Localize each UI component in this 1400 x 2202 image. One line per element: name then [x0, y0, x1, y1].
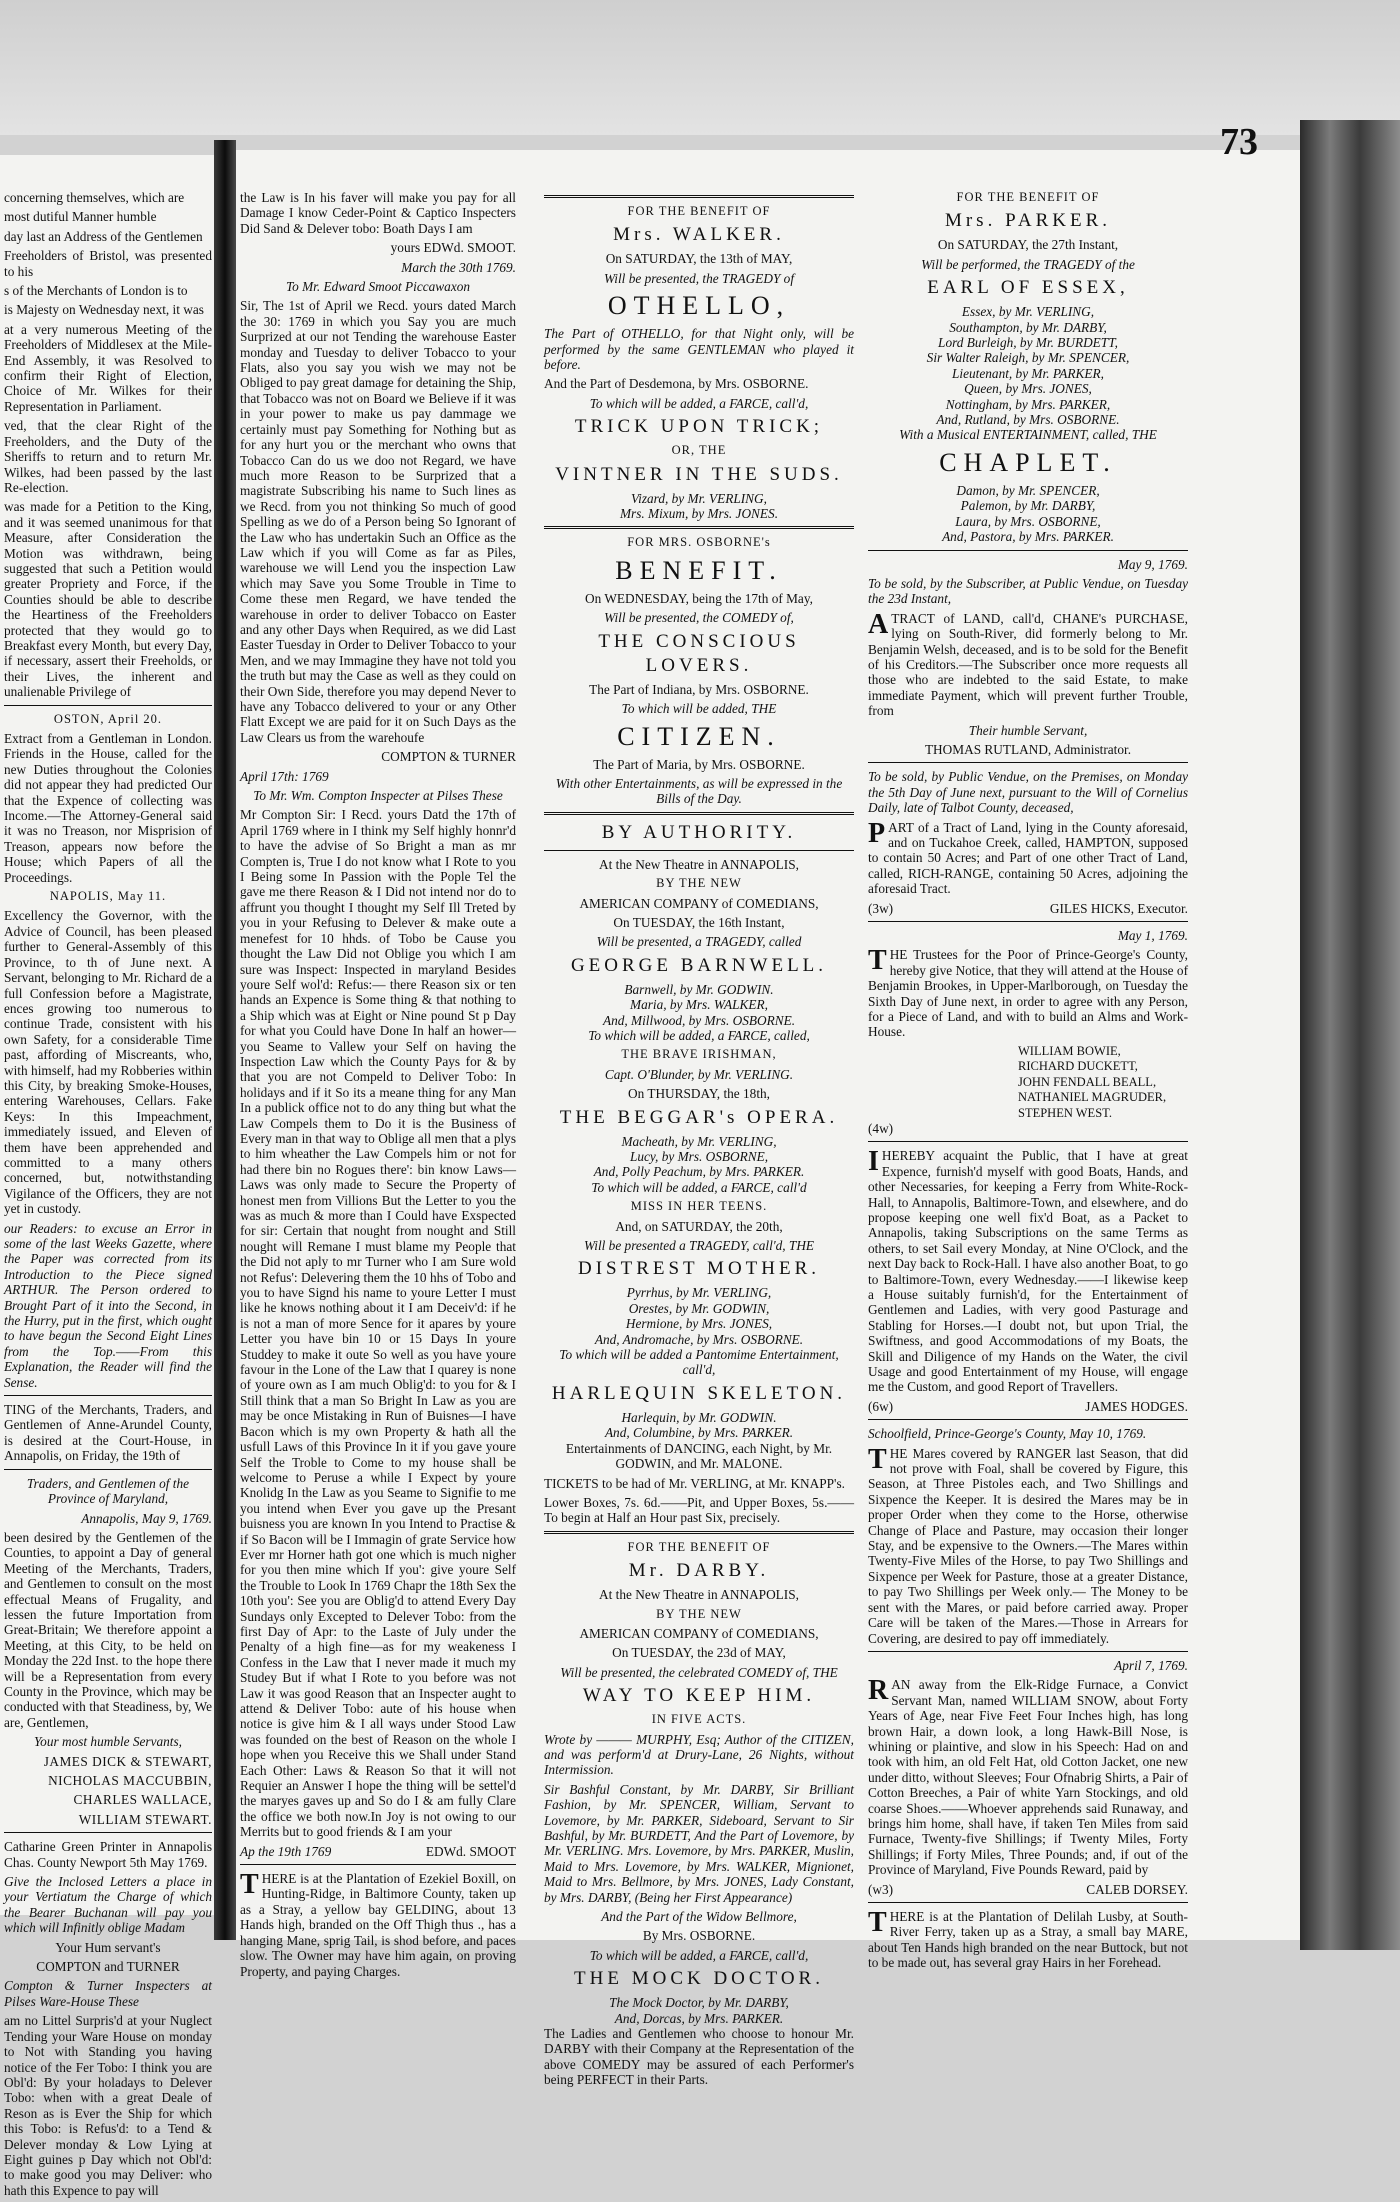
column-advertisements	[868, 190, 1188, 1975]
signature: COMPTON & TURNER	[381, 749, 516, 765]
signature: JAMES HODGES.	[1085, 1398, 1188, 1414]
farce-title: MISS IN HER TEENS.	[630, 1199, 768, 1214]
cast-line: Orestes, by Mr. GODWIN,	[628, 1300, 770, 1316]
ad-date: May 1, 1769.	[1117, 928, 1188, 944]
trustee-name: WILLIAM BOWIE,	[1018, 1043, 1121, 1058]
advertisement	[868, 608, 1188, 719]
authority-heading: BY AUTHORITY.	[601, 821, 797, 843]
ad-intro: Schoolfield, Prince-George's County, May 10, 1769.	[868, 1426, 1147, 1442]
paragraph: was made for a Petition to the King, and it was seemed unanimous for that Measure, after Consideration the Motion was withdrawn, being suggested that such a Petition would greater Propriety and Force, if the Counties should be able to describe the Heartiness of the Freeholders protected that they would go to Breakfast every Month, but every Day, if necessary, assert their Freeholds, or their Lives, the inherent and unalienable Privilege of	[4, 499, 212, 700]
paragraph: Sir, The 1st of April we Recd. yours dated March the 30: 1769 in which you Say you are much Surprized at our not Tending the warehouse Easter monday and Tuesday to deliver Tobacco to your Flats, also you say you wish we may not be Obliged to pay great damage for detaining the Ship, that Tobacco was not on Board we Believe if it was in your power to make us pay dammage we certainly must pay Something for Nothing but as for any hurt you or the merchant who owns that Tobacco Can do us we doo not Regard, we have much more Reason to be Surprized that a magistrate Subscribing his name to Such lines as we Recd. from you not thinking So much of good Spelling as we do of a Person being So Ignorant of the Law who has undertakin Such an Office as the Law which if you will Come as far as Piles, warehouse we will Lend you the inspection Law which may Save you Some Trouble in Time to Come these men Regard, we have tended the warehouse in order to deliver Tobacco on Easter and any other Days when Required, as we did Last Easter Tuesday in Order to Deliver Tobacco to your Men, and we may Immagine they have not told you the truth but may the Case as well as they could on their Own Side, therefore you may depend Never to have any Tobacco delivered to your or any Other Flatt Except we are paid for it on Such Days as the Law Clears us from the warehoufe	[240, 298, 516, 745]
cast-list	[544, 1410, 854, 1441]
performance-date: On SATURDAY, the 27th Instant,	[937, 237, 1119, 253]
advertisement	[868, 1677, 1188, 1877]
theatre-line: At the New Theatre in ANNAPOLIS,	[599, 1587, 799, 1603]
company-name: AMERICAN COMPANY of COMEDIANS,	[579, 1625, 819, 1641]
page-number: 73	[1220, 121, 1258, 163]
playbill-line: Will be presented, a TRAGEDY, called	[596, 934, 802, 950]
playbill-line: To which will be added, THE	[621, 701, 777, 717]
signer: JAMES DICK & STEWART,	[43, 1753, 212, 1769]
letter-addressee: To Mr. Edward Smoot Piccawaxon	[285, 279, 471, 295]
signer: WILLIAM STEWART.	[78, 1811, 212, 1827]
signer: NICHOLAS MACCUBBIN,	[48, 1773, 212, 1788]
text-line: most dutiful Manner humble	[4, 209, 157, 225]
cast-line: And, Dorcas, by Mrs. PARKER.	[614, 2010, 784, 2026]
paragraph: Excellency the Governor, with the Advice of Council, has been pleased further to General-Assembly of this Province, to th of June next. A Servant, belonging to Mr. Richard de a full Confession before a Magistrate, ences growing too numerous to continue Trade, consistent with his own Safety, for a considerable Time past, affording of Miscreants, who, with himself, had my Robberies within this City, by breaking Smoke-Houses, entering Warehouses, Cellars. Fake Keys: In this Impeachment, immediately issued, and Eleven of them have been apprehended and committed to a many others concerned, but, notwithstanding Vigilance of the Officers, they are not yet in custody.	[4, 908, 212, 1217]
cast-line: The Mock Doctor, by Mr. DARBY,	[609, 1995, 789, 2011]
signature: CALEB DORSEY.	[1086, 1881, 1188, 1897]
benefit-heading: FOR THE BENEFIT OF	[956, 190, 1100, 204]
drop-cap: A	[868, 608, 889, 640]
divider	[544, 526, 854, 529]
farce-title: THE BRAVE IRISHMAN,	[621, 1047, 777, 1062]
play-title: EARL OF ESSEX,	[927, 277, 1129, 299]
meeting-notice: TING of the Merchants, Traders, and Gentlemen of Anne-Arundel County, is desired at the Court-House, in Annapolis, on Friday, the 19th of	[4, 1402, 212, 1464]
drop-cap: I	[868, 1146, 879, 1178]
insertion-count: (3w)	[868, 900, 894, 916]
closing	[240, 240, 516, 255]
playbill-line: To which will be added, a FARCE, call'd	[591, 1179, 807, 1195]
text-line: Freeholders of Bristol, was presented to his	[4, 248, 212, 279]
performance-note: The Ladies and Gentlemen who choose to honour Mr. DARBY with their Company at the Representation of the above COMEDY may be assured of each Performer's being PERFECT in their Parts.	[544, 2026, 854, 2088]
paragraph: Mr Compton Sir: I Recd. yours Datd the 17th of April 1769 where in I think my Self highly honnr'd to have the advise of So Bright a man as mr Compten is, True I do not know what I Rote to you I Being some In Passion with the Pople Tel the gave me there Reason & I Did not intend nor do to affrunt you thought I thought my Self Ill Treted by you in your Refusing to Delever & make oute a menefest for 10 hhds. of Tobo be Cause you thought the Law Did not Oblige you which I am sure was Inspect: Inspected in maryland Besides youre Self wol'd: Refus:— there Reason six or ten hands an Expence is Some thing & that nothing to a Ship which was at Eight or Nine pound St p Day for what you Could have Done In half an hower—you Seame to Vallew your Self on having the Inspection Law which the County Pays for & by that you are not Compeld to Deliver Tobo: In holidays and if it So its a meane thing for any Man In a publick office not to do any thing but what the Law Compels them to Do it is the Business of Every man in that way to Oblige all men that a plys to him wheather the Law Compels him or not for had there bin no Rogues there': bin know Laws—Laws was only made to Secure the Property of honest men from Villions But the Letter to you the was as much & more than I Could have Exspected for sir: Certain that nought from nought and Still nought will Remane I must blame my People that the Did not aply to mr Turner who I am Sure wold not Refus': Delevering them the 10 hhs of Tobo and you to have Signd his name to youre Letter I must like he knows nothing about it I am Deceiv'd: if he is not a man of more Sence for it apares by youre Letter you have bin 10 or 15 Days In youre Studdey to make it oute So well as you have youre favour in the Lone of the Law that I quarey is none of youre own as I am much Oblig'd: to you for & I Still think that a man So Bright In Law as you are may be once Mistaking in Run of Buisnes—I have Bacon which is my own Property & hath all the usfull Laws of this Province In it if you gave youre Self the Troble to Come to my house shall be welcome to Peruse a while I Expect by youre Knolidg In the Law as you Seame to Signifie to me you intend when Ever you gave up the Presant buisness you are known In you Intend to Practise & if So Bacon will be I Immagin of grate Service how Ever mr Horner hath got one which is much nigher for you then mine which If you': give youre Self the Trouble to Look In 1769 Chapr the 18th Sex the 10th you': See you are Oblig'd to attend Every Day Sundays only Excepted to Delever Tobo: from the first Day of Apr: to the Laste of July under the Penalty of a high fine—as for my weakeness I Confess in the Law that I never made it much my Studey But if what I Rote to you before was not Law it was good Reason that an Inspecter aught to attend & Deliver Tobo: aute of his house when notice is give him & I all ways under Stood Law was founded on the best of Reason on the whole I hope when you Receive this we Shall under Stand Each Other: Laws & Reason So that it will not Requier an Answer I hope the thing will be settel'd the maryes gaves up and So do I & am fully Clare the office we both now.In Joy is not owing to our Merrits but to good friends & I am your	[240, 807, 516, 1840]
divider	[544, 1531, 854, 1534]
paragraph: at a very numerous Meeting of the Freeholders of Middlesex at the Mile-End Assembly, it was Resolved to confirm their Right of Election, Choice of Mr. Wilkes for their Representation in Parliament.	[4, 321, 212, 414]
playbill-line: With a Musical ENTERTAINMENT, called, THE	[899, 427, 1157, 443]
paragraph: ved, that the clear Right of the Freeholders, and the Duty of the Sheriffs to return and to return Mr. Wilkes, had been passed by the last Re-election.	[4, 418, 212, 495]
cast-line: Laura, by Mrs. OSBORNE,	[955, 513, 1101, 529]
letter-date: April 17th: 1769	[240, 768, 329, 784]
cast-line: Barnwell, by Mr. GODWIN.	[624, 981, 774, 997]
dateline: OSTON, April 20.	[53, 711, 163, 726]
playbill-line: The Part of Maria, by Mrs. OSBORNE.	[593, 756, 805, 772]
cast-line: Sir Walter Raleigh, by Mr. SPENCER,	[926, 350, 1130, 366]
cast-line: Macheath, by Mr. VERLING,	[621, 1133, 777, 1149]
cast-paragraph: Sir Bashful Constant, by Mr. DARBY, Sir Brilliant Fashion, by Mr. SPENCER, William, Servant to Lovemore, by Mr. PARKER, Sideboard, Servant to Sir Bashful, by Mr. BURDETT, And the Part of Lovemore, by Mr. VERLING. Mrs. Lovemore, by Mrs. PARKER, Muslin, Maid to Mrs. Lovemore, by Mrs. WALKER, Mignionet, Maid to Mrs. Bellmore, by Mrs. JONES, Lady Constant, by Mrs. DARBY, (Being her First Appearance)	[544, 1781, 854, 1905]
cast-list	[868, 304, 1188, 427]
cast-list	[544, 1285, 854, 1347]
closing: Your most humble Servants,	[34, 1734, 182, 1750]
paragraph: am no Littel Surpris'd at your Nuglect Tending your Ware House on monday to Not with Standing you having notice of the Fer Tobo: I think you are Obl'd: By your holadays to Delever Tobo: when with a great Deale of Reson as is Ever the Ship for which this Tobo: is Refus'd: to a Tend & Delever monday & Low Lying at Eight guines p Day which not Obl'd: to make good you may Deliver: who hath this Expence to pay will	[4, 2013, 212, 2198]
playbill-line: Will be presented, the celebrated COMEDY of, THE	[560, 1664, 838, 1680]
divider	[544, 850, 854, 851]
column-left-page	[4, 190, 212, 2202]
errata-note: our Readers: to excuse an Error in some of the last Weeks Gazette, where the Paper was corrected from its Introduction to the Piece signed ARTHUR. The Person ordered to Brought Part of it into the Second, in the Hurry, put in the first, which ought to have begun the Second Eight Lines from the Top.——From this Explanation, the Reader will find the Sense.	[4, 1220, 212, 1390]
divider	[868, 1419, 1188, 1420]
paragraph: Catharine Green Printer in Annapolis Chas. County Newport 5th May 1769.	[4, 1839, 212, 1870]
drop-cap: T	[868, 1443, 887, 1475]
cast-line: And, Pastora, by Mrs. PARKER.	[942, 529, 1114, 545]
advertisement	[868, 1443, 1188, 1646]
letter-addressee: To Mr. Wm. Compton Inspecter at Pilses These	[253, 788, 503, 804]
company-name: AMERICAN COMPANY of COMEDIANS,	[579, 895, 819, 911]
stray-notice	[240, 1871, 516, 1979]
ad-footer	[868, 901, 1188, 916]
paragraph: Extract from a Gentleman in London. Friends in the House, called for the new Duties throughout the Colonies did not appear they had predicted Our that the Expence of collecting was Income.—The Attorney-General said it was no Treason, nor Misprision of Treason, appears now before the House; which Papers of all the Proceedings.	[4, 731, 212, 885]
divider	[868, 762, 1188, 763]
cast-line: Lord Burleigh, by Mr. BURDETT,	[938, 335, 1118, 351]
book-gutter	[214, 140, 236, 1940]
pantomime-title: HARLEQUIN SKELETON.	[551, 1382, 847, 1404]
signature: GILES HICKS, Executor.	[1049, 900, 1188, 916]
closing-word: yours	[390, 240, 421, 256]
cast-line: Southampton, by Mr. DARBY,	[949, 319, 1107, 335]
play-title: OTHELLO,	[607, 291, 791, 321]
playbill-line: Entertainments of DANCING, each Night, by Mr. GODWIN, and Mr. MALONE.	[565, 1440, 833, 1472]
ad-text: HEREBY acquaint the Public, that I have at great Expence, furnish'd myself with good Boats, Hands, and other Necessaries, for keeping a Ferry from White-Rock-Hall, to Annapolis, Baltimore-Town, and elsewhere, and do propose keeping one well fix'd Boat, as a Packet to Annapolis, taking Subscriptions on the same Terms as others, to set Sail every Monday, at Nine O'Clock, and the next Day back to Rock-Hall. I have also another Boat, to go to Baltimore-Town, every Wednesday.——I likewise keep a House suitably furnish'd, for the Entertainment of Gentlemen and Ladies, with very good Pasturage and Stabling for Horses.—I doubt not, but upon Trial, the Swiftness, and good Accommodations of my Boats, the Skill and Diligence of my Hands on the Water, the civil Usage and good Entertainment of my House, will engage me the Custom, and good Report of Travellers.	[868, 1148, 1188, 1395]
closing: Your Hum servant's	[55, 1939, 161, 1955]
trustee-name: NATHANIEL MAGRUDER,	[1018, 1090, 1167, 1105]
divider	[868, 1902, 1188, 1903]
drop-cap: T	[868, 945, 887, 977]
ad-intro: To be sold, by the Subscriber, at Public Vendue, on Tuesday the 23d Instant,	[868, 575, 1188, 607]
notice-date: Annapolis, May 9, 1769.	[81, 1510, 212, 1526]
ad-text: HE Trustees for the Poor of Prince-George's County, hereby give Notice, that they will attend at the House of Benjamin Brookes, in Upper-Marlborough, on Tuesday the Sixth Day of June next, in order to agree with any Person, for a Piece of Land, and with to build an Alms and Work-House.	[868, 947, 1188, 1040]
ad-footer	[868, 1882, 1188, 1897]
playbill-line: To which will be added, a FARCE, call'd,	[589, 1947, 809, 1963]
divider	[544, 195, 854, 198]
ad-date: May 9, 1769.	[1117, 556, 1188, 572]
benefit-heading: FOR THE BENEFIT OF	[627, 1539, 771, 1554]
acts-line: IN FIVE ACTS.	[651, 1712, 747, 1727]
notice-heading: Traders, and Gentlemen of the Province of Maryland,	[26, 1475, 190, 1507]
scan-shadow	[0, 0, 1400, 135]
paragraph: the Law is In his faver will make you pay for all Damage I know Ceder-Point & Captico Inspecters Did Sand & Delever tobo: Boath Days I am	[240, 190, 516, 236]
performance-date: On WEDNESDAY, being the 17th of May,	[585, 590, 813, 606]
cast-line: Hermione, by Mrs. JONES,	[625, 1316, 773, 1332]
paragraph: been desired by the Gentlemen of the Counties, to appoint a Day of general Meeting of the Merchants, Traders, and Gentlemen to consult on the most effectual Means of Frugality, and lessen the future Importation from Great-Britain; We therefore appoint a Meeting, at this City, to be held on Monday the 22d Inst. to the hope there will be a Representation from every County in the Province, which may be conducted with that Steadiness, by, We are, Gentlemen,	[4, 1529, 212, 1730]
playbill-line: To which will be added a Pantomime Entertainment, call'd,	[559, 1347, 839, 1378]
text-line: day last an Address of the Gentlemen	[4, 228, 203, 244]
play-title: DISTREST MOTHER.	[577, 1258, 821, 1280]
advertisement	[868, 1148, 1188, 1395]
playbill-line: Will be performed, the TRAGEDY of the	[921, 256, 1135, 272]
playbill-line: By Mrs. OSBORNE.	[642, 1928, 756, 1944]
play-title: WAY TO KEEP HIM.	[582, 1685, 816, 1707]
play-title: THE CONSCIOUS LOVERS.	[598, 630, 800, 676]
play-title: THE BEGGAR's OPERA.	[559, 1106, 839, 1128]
cast-list	[544, 491, 854, 522]
trustee-name: STEPHEN WEST.	[1018, 1105, 1112, 1120]
cast-line: Nottingham, by Mrs. PARKER,	[945, 396, 1111, 412]
column-letters	[240, 190, 516, 1983]
signature: EDWd. SMOOT.	[423, 240, 516, 256]
cast-line: And, Millwood, by Mrs. OSBORNE.	[602, 1012, 796, 1028]
performance-date: And, on SATURDAY, the 20th,	[615, 1218, 783, 1234]
cast-line: Essex, by Mr. VERLING,	[961, 304, 1095, 320]
ad-text: ART of a Tract of Land, lying in the County aforesaid, and on Tuckahoe Creek, called, HAMPTON, supposed to contain 50 Acres; and Part of one other Tract of Land, called, RICH-RANGE, containing 50 Acres, adjoining the aforesaid Tract.	[868, 819, 1188, 897]
drop-cap: R	[868, 1675, 889, 1707]
performance-date: On TUESDAY, the 23d of MAY,	[612, 1645, 786, 1661]
cast-line: Lucy, by Mrs. OSBORNE,	[629, 1149, 769, 1164]
author-line: Wrote by ——— MURPHY, Esq; Author of the CITIZEN, and was perform'd at Drury-Lane, 26 Nights, without Intermission.	[544, 1731, 854, 1778]
ad-text: TRACT of LAND, call'd, CHANE's PURCHASE, lying on South-River, did formerly belong to Mr. Benjamin Welsh, deceased, and is to be sold for the Benefit of his Creditors.—The Subscriber once more requests all those who are indebted to the said Estate, to make immediate Payment, which will prevent further Trouble, from	[868, 610, 1188, 719]
signature: THOMAS RUTLAND, Administrator.	[924, 741, 1132, 757]
tickets-line: TICKETS to be had of Mr. VERLING, at Mr. KNAPP's.	[544, 1475, 845, 1491]
ad-text: HE Mares covered by RANGER last Season, that did not prove with Foal, shall be covered by Figure, this Season, at Three Pistoles each, and Two Shillings and Sixpence the Keeper. It is desired the Mares may be in proper Order when they come to the Horse, otherwise Change of Place and Pasture, may occasion their longer Stay, and be expensive to the Owners.—The Mares within Twenty-Five Miles of the Horse, to pay Two Shillings and Sixpence per Week for Pasture, those at a greater Distance, to pay Two Shillings per Week only.— The Money to be sent with the Mares, or paid before carried away. Proper Care will be taken of the Mares.—Those in Arrears for Covering, are desired to pay off immediately.	[868, 1445, 1188, 1646]
performance-date: On TUESDAY, the 16th Instant,	[613, 914, 785, 930]
playbill-line: And the Part of Desdemona, by Mrs. OSBORNE.	[544, 376, 809, 392]
divider	[4, 1469, 212, 1470]
cast-line: Vizard, by Mr. VERLING,	[631, 490, 767, 506]
farce-title: THE MOCK DOCTOR.	[574, 1968, 824, 1990]
playbill-line: The Part of Indiana, by Mrs. OSBORNE.	[589, 681, 809, 697]
advertisement	[868, 947, 1188, 1039]
insertion-count: (w3)	[868, 1881, 894, 1897]
divider	[544, 812, 854, 815]
prices-line: Lower Boxes, 7s. 6d.——Pit, and Upper Boxes, 5s.——To begin at Half an Hour past Six, precisely.	[544, 1494, 854, 1526]
cast-line: And, Andromache, by Mrs. OSBORNE.	[594, 1331, 804, 1347]
benefit-name: Mrs. WALKER.	[613, 224, 785, 246]
performance-date: On SATURDAY, the 13th of MAY,	[605, 251, 793, 267]
cast-line: Capt. O'Blunder, by Mr. VERLING.	[604, 1066, 794, 1082]
cast-line: Pyrrhus, by Mr. VERLING,	[626, 1285, 772, 1301]
performance-date: On THURSDAY, the 18th,	[628, 1086, 770, 1102]
text-line: concerning themselves, which are	[4, 190, 185, 205]
insertion-count: (4w)	[868, 1120, 894, 1136]
divider	[868, 921, 1188, 922]
ad-intro: To be sold, by Public Vendue, on the Premises, on Monday the 5th Day of June next, pursuant to the Will of Cornelius Daily, late of Talbot County, deceased,	[868, 769, 1188, 816]
cast-line: Queen, by Mrs. JONES,	[964, 381, 1092, 397]
drop-cap: T	[868, 1907, 887, 1938]
cast-line: Harlequin, by Mr. GODWIN.	[621, 1409, 777, 1425]
cast-line: And, Rutland, by Mrs. OSBORNE.	[936, 412, 1120, 428]
divider	[4, 1832, 212, 1833]
farce-title: CITIZEN.	[617, 721, 781, 751]
benefit-heading: FOR THE BENEFIT OF	[627, 204, 771, 218]
cast-line: And, Polly Peachum, by Mrs. PARKER.	[593, 1164, 805, 1180]
drop-cap: P	[868, 817, 886, 849]
trustee-name: JOHN FENDALL BEALL,	[1018, 1074, 1157, 1089]
benefit-name: Mrs. PARKER.	[944, 210, 1112, 232]
benefit-name: Mr. DARBY.	[628, 1560, 770, 1582]
letter-date: Ap the 19th 1769	[240, 1843, 332, 1859]
advertisement	[868, 1909, 1188, 1971]
paragraph: Give the Inclosed Letters a place in your Vertiatum the Charge of which the Bearer Buchanan will pay you which will Infinitly oblige Madam	[4, 1874, 212, 1936]
signature: COMPTON and TURNER	[36, 1959, 180, 1975]
text-line: s of the Merchants of London is to	[4, 283, 188, 299]
trustee-list	[868, 1044, 1188, 1121]
divider	[4, 705, 212, 706]
text-line: is Majesty on Wednesday next, it was	[4, 302, 204, 318]
letter-footer	[240, 1844, 516, 1859]
playbill-line: And the Part of the Widow Bellmore,	[601, 1909, 797, 1925]
playbill-line: Will be presented, the COMEDY of,	[604, 610, 794, 626]
playbill-line: With other Entertainments, as will be expressed in the Bills of the Day.	[555, 775, 843, 807]
playbill-line: Will be presented, the TRAGEDY of	[603, 270, 795, 286]
theatre-line: At the New Theatre in ANNAPOLIS,	[599, 856, 799, 872]
letter-heading: Compton & Turner Inspecters at Pilses Ware-House These	[4, 1978, 212, 2009]
playbill-line: The Part of OTHELLO, for that Night only, will be performed by the same GENTLEMAN who played it before.	[544, 326, 854, 373]
ad-footer	[868, 1399, 1188, 1414]
page-edge	[1300, 120, 1400, 1950]
trustee-name: RICHARD DUCKETT,	[1018, 1059, 1138, 1074]
benefit-title: BENEFIT.	[615, 555, 783, 585]
divider	[4, 1395, 212, 1396]
signer: CHARLES WALLACE,	[73, 1792, 212, 1808]
divider	[868, 1141, 1188, 1142]
farce-title: TRICK UPON TRICK;	[574, 416, 824, 438]
column-theatre	[544, 190, 854, 2092]
theatre-line: BY THE NEW	[656, 1606, 742, 1621]
cast-line: Lieutenant, by Mr. PARKER,	[952, 365, 1104, 381]
divider	[868, 1651, 1188, 1652]
insertion-count: (6w)	[868, 1398, 894, 1414]
cast-list	[544, 982, 854, 1028]
benefit-heading: FOR MRS. OSBORNE's	[627, 535, 771, 550]
cast-line: And, Columbine, by Mrs. PARKER.	[604, 1425, 794, 1441]
ad-text: HERE is at the Plantation of Delilah Lusby, at South-River Ferry, taken up as a Stray, a small bay MARE, about Ten Hands high branded on the near Buttock, but not to be made out, has several gray Hairs in her Forehead.	[868, 1909, 1188, 1971]
ad-text: AN away from the Elk-Ridge Furnace, a Convict Servant Man, named WILLIAM SNOW, about Forty Years of Age, near Five Feet Four Inches high, has long brown Hair, a down look, a long Hawk-Bill Nose, is whining or plaintive, and slow in his Speech: Had on and took with him, an old Felt Hat, old Cotton Jacket, one new under ditto, without Sleeves; Four Ofnabrig Shirts, a Pair of Cotton Breeches, a Pair of white Yarn Stockings, and old coarse Shoes.——Whoever apprehends said Runaway, and brings him home, shall have, if taken Ten Miles from said Furnace, Twenty-five Shillings; if Twenty Miles, Forty Shillings; if Forty Miles, Three Pounds; and, if out of the Province of Maryland, Five Pounds Reward, paid by	[868, 1677, 1188, 1878]
cast-list	[544, 1134, 854, 1180]
cast-list	[868, 483, 1188, 545]
dateline: NAPOLIS, May 11.	[49, 889, 167, 904]
divider	[868, 550, 1188, 551]
cast-list	[544, 1995, 854, 2026]
playbill-line: To which will be added, a FARCE, call'd,	[589, 395, 809, 411]
play-title: GEORGE BARNWELL.	[570, 954, 828, 976]
signature: EDWd. SMOOT	[425, 1843, 516, 1859]
advertisement	[868, 817, 1188, 897]
playbill-line: Will be presented a TRAGEDY, call'd, THE	[583, 1238, 815, 1254]
cast-line: Damon, by Mr. SPENCER,	[956, 482, 1100, 498]
closing: Their humble Servant,	[968, 722, 1088, 738]
cast-line: Mrs. Mixum, by Mrs. JONES.	[619, 506, 779, 522]
theatre-line: BY THE NEW	[656, 876, 742, 891]
playbill-line: To which will be added, a FARCE, called,	[588, 1027, 810, 1043]
drop-cap: T	[240, 1869, 259, 1901]
ad-date: April 7, 1769.	[1114, 1657, 1188, 1673]
cast-line: Palemon, by Mr. DARBY,	[960, 498, 1096, 514]
notice-text: HERE is at the Plantation of Ezekiel Boxill, on Hunting-Ridge, in Baltimore County, taken up as a Stray, a yellow bay GELDING, about 13 Hands high, branded on the Off Thigh thus ., has a hanging Mane, sprig Tail, is shod before, and paces slow. The Owner may have him again, on proving Property, and paying Charges.	[240, 1871, 516, 1979]
playbill-line: OR, THE	[671, 443, 727, 458]
cast-line: Maria, by Mrs. WALKER,	[630, 997, 768, 1013]
musical-title: CHAPLET.	[939, 447, 1117, 477]
farce-subtitle: VINTNER IN THE SUDS.	[555, 463, 843, 485]
letter-date: March the 30th 1769.	[401, 259, 516, 275]
divider	[240, 1864, 516, 1865]
